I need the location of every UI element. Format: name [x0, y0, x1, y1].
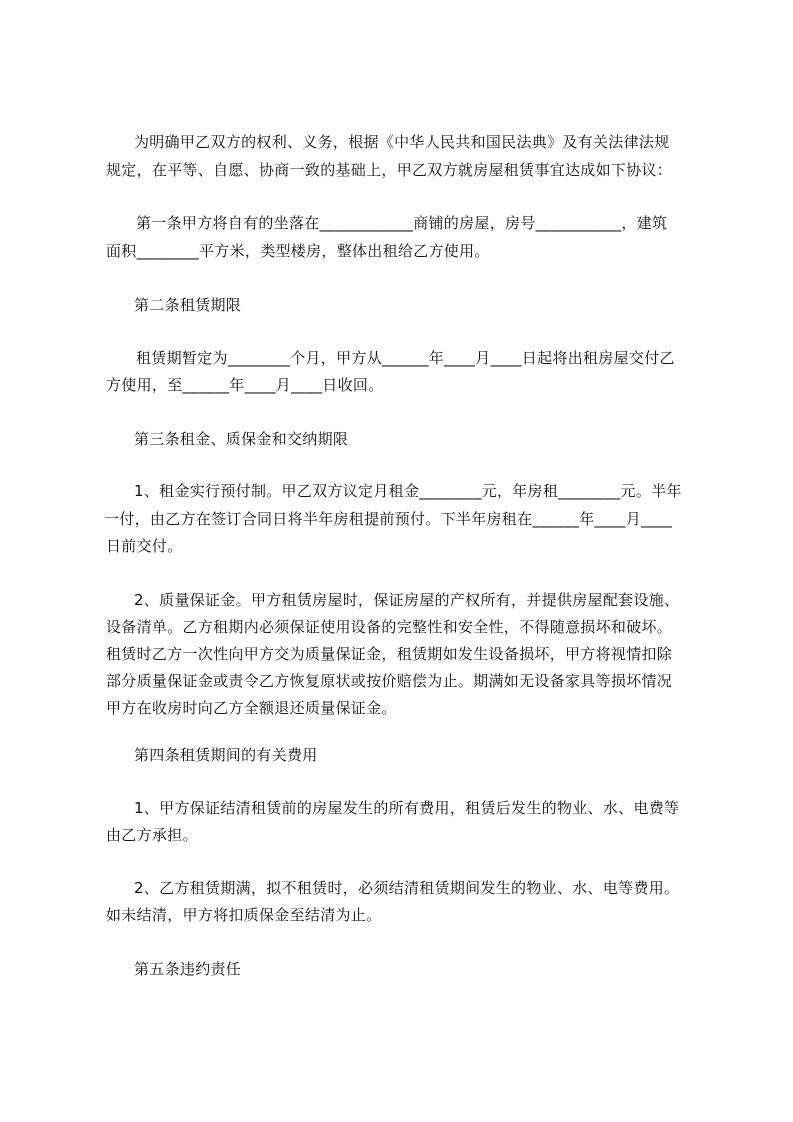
article1-line-2: 面积________平方米，类型楼房，整体出租给乙方使用。: [106, 242, 490, 260]
article3-item1-line-2: 一付，由乙方在签订合同日将半年房租提前预付。下半年房租在______年____月____: [104, 510, 673, 528]
article4-heading: 第四条租赁期间的有关费用: [134, 746, 318, 764]
article3-item2-line-1: 2、质量保证金。甲方租赁房屋时，保证房屋的产权所有，并提供房屋配套设施、: [134, 591, 680, 609]
article3-item2-line-4: 部分质量保证金或责令乙方恢复原状或按价赔偿为止。期满如无设备家具等损坏情况: [106, 672, 673, 690]
article5-heading: 第五条违约责任: [134, 960, 242, 978]
article3-item1-line-3: 日前交付。: [106, 537, 183, 555]
article3-item2-line-5: 甲方在收房时向乙方全额退还质量保证金。: [106, 699, 397, 717]
article3-heading: 第三条租金、质保金和交纳期限: [134, 430, 349, 448]
article3-item2-line-2: 设备清单。乙方租期内必须保证使用设备的完整性和安全性，不得随意损坏和破坏。: [106, 618, 673, 636]
article2-line-1: 租赁期暂定为________个月，甲方从______年____月____日起将出租房屋交付乙: [136, 349, 675, 367]
intro-line-1: 为明确甲乙双方的权利、义务，根据《中华人民共和国民法典》及有关法律法规: [134, 133, 670, 151]
article2-line-2: 方使用，至______年____月____日收回。: [106, 376, 384, 394]
article2-heading: 第二条租赁期限: [134, 296, 242, 314]
article3-item1-line-1: 1、租金实行预付制。甲乙双方议定月租金________元，年房租________元。半年: [134, 482, 682, 500]
article4-item1-line-1: 1、甲方保证结清租赁前的房屋发生的所有费用，租赁后发生的物业、水、电费等: [134, 799, 680, 817]
article1-line-1: 第一条甲方将自有的坐落在____________商铺的房屋，房号___________，建筑: [136, 214, 668, 232]
intro-line-2: 规定，在平等、自愿、协商一致的基础上，甲乙双方就房屋租赁事宜达成如下协议：: [106, 161, 673, 179]
article3-item2-line-3: 租赁时乙方一次性向甲方交为质量保证金，租赁期如发生设备损坏，甲方将视情扣除: [106, 645, 673, 663]
article4-item2-line-2: 如未结清，甲方将扣质保金至结清为止。: [106, 906, 382, 924]
article4-item1-line-2: 由乙方承担。: [106, 826, 198, 844]
article4-item2-line-1: 2、乙方租赁期满，拟不租赁时，必须结清租赁期间发生的物业、水、电等费用。: [134, 879, 680, 897]
